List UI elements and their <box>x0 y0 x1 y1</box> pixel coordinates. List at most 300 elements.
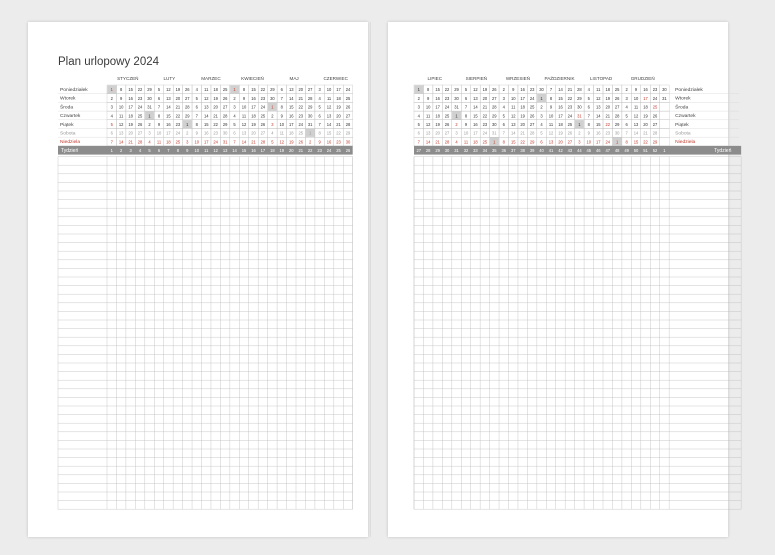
day-number: 15 <box>558 95 563 101</box>
day-number: 18 <box>213 87 218 93</box>
week-number: 16 <box>251 148 256 154</box>
day-number: 25 <box>567 122 573 127</box>
day-number: 10 <box>633 95 639 101</box>
day-number: 21 <box>520 130 525 136</box>
day-number: 14 <box>326 122 332 127</box>
day-number: 22 <box>605 122 611 127</box>
day-number: 24 <box>529 95 535 101</box>
day-number: 26 <box>137 122 143 127</box>
day-number: 12 <box>510 113 516 119</box>
day-number: 4 <box>233 113 236 119</box>
day-number: 3 <box>540 113 543 119</box>
day-number: 3 <box>625 95 628 101</box>
day-number: 10 <box>156 130 162 136</box>
day-number: 20 <box>482 95 488 101</box>
day-number: 25 <box>175 139 181 145</box>
day-number: 16 <box>435 95 440 101</box>
month-label: LISTOPAD <box>589 76 613 81</box>
day-number: 24 <box>137 104 143 110</box>
day-number: 17 <box>203 139 209 145</box>
day-number: 6 <box>280 87 283 93</box>
day-number: 22 <box>482 113 488 119</box>
week-number: 30 <box>444 148 450 154</box>
day-number: 14 <box>203 113 209 119</box>
day-number: 8 <box>427 87 430 93</box>
day-number: 26 <box>345 104 351 110</box>
month-label: GRUDZIEŃ <box>630 76 655 81</box>
week-number: 37 <box>510 148 516 154</box>
day-number: 9 <box>242 95 246 101</box>
day-number: 5 <box>464 87 468 93</box>
day-number: 19 <box>128 122 133 127</box>
day-number: 2 <box>540 104 543 110</box>
day-number: 6 <box>625 122 628 127</box>
day-number: 20 <box>643 122 648 127</box>
day-number: 21 <box>482 104 488 110</box>
day-number: 29 <box>345 130 351 136</box>
week-number: 12 <box>213 148 218 154</box>
weekday-label: Poniedziałek <box>60 88 88 93</box>
day-number: 2 <box>309 139 312 145</box>
day-number: 4 <box>148 139 151 145</box>
day-number: 3 <box>455 130 458 136</box>
week-number: 9 <box>186 148 189 154</box>
day-number: 2 <box>186 130 189 136</box>
week-number: 33 <box>473 148 478 154</box>
week-number: 38 <box>520 148 525 154</box>
day-number: 15 <box>166 113 171 119</box>
day-number: 11 <box>204 87 209 93</box>
day-number: 4 <box>455 139 458 145</box>
day-number: 25 <box>614 87 620 93</box>
right-page <box>388 22 732 537</box>
day-number: 9 <box>157 122 161 127</box>
day-number: 14 <box>595 113 601 119</box>
day-number: 3 <box>186 139 189 145</box>
week-number: 45 <box>586 148 592 154</box>
week-number: 1 <box>663 148 666 154</box>
day-number: 16 <box>520 87 525 93</box>
month-label: LUTY <box>163 76 176 81</box>
day-number: 3 <box>502 95 505 101</box>
week-number: 26 <box>345 148 351 154</box>
day-number: 11 <box>326 95 332 101</box>
day-number: 16 <box>473 122 478 127</box>
day-number: 16 <box>326 139 332 145</box>
book-spine <box>370 22 371 537</box>
week-number: 28 <box>425 148 431 154</box>
day-number: 10 <box>463 130 469 136</box>
day-number: 10 <box>241 104 247 110</box>
day-number: 29 <box>307 104 313 110</box>
day-number: 26 <box>444 122 450 127</box>
weekday-label: Czwartek <box>675 114 696 120</box>
day-number: 19 <box>213 95 218 101</box>
day-number: 22 <box>336 130 341 136</box>
day-number: 13 <box>203 104 209 110</box>
day-number: 18 <box>336 95 341 101</box>
day-number: 23 <box>482 122 488 127</box>
day-number: 27 <box>137 130 143 136</box>
day-number: 28 <box>260 139 266 145</box>
day-number: 11 <box>156 139 162 145</box>
day-number: 9 <box>634 87 638 93</box>
day-number: 1 <box>493 139 496 145</box>
day-number: 10 <box>326 87 332 93</box>
day-number: 13 <box>288 87 294 93</box>
day-number: 7 <box>110 139 113 145</box>
day-number: 2 <box>625 87 628 93</box>
week-number: 3 <box>129 148 132 154</box>
day-number: 13 <box>548 139 554 145</box>
day-number: 10 <box>510 95 516 101</box>
day-number: 12 <box>425 122 431 127</box>
day-number: 6 <box>110 130 113 136</box>
day-number: 1 <box>186 122 189 127</box>
day-number: 17 <box>595 139 601 145</box>
day-number: 3 <box>417 104 420 110</box>
day-number: 25 <box>652 104 658 110</box>
day-number: 19 <box>288 139 294 145</box>
day-number: 13 <box>166 95 171 101</box>
day-number: 23 <box>137 95 143 101</box>
week-number: 25 <box>336 148 341 154</box>
day-number: 28 <box>614 113 620 119</box>
day-number: 7 <box>464 104 468 110</box>
day-number: 25 <box>298 130 304 136</box>
week-number: 15 <box>241 148 247 154</box>
day-number: 30 <box>147 95 152 101</box>
day-number: 28 <box>444 139 450 145</box>
day-number: 13 <box>595 104 601 110</box>
week-number: 4 <box>138 148 142 154</box>
day-number: 16 <box>558 104 563 110</box>
day-number: 14 <box>425 139 431 145</box>
week-number: 50 <box>633 148 639 154</box>
day-number: 16 <box>595 130 601 136</box>
day-number: 2 <box>578 130 581 136</box>
day-cell <box>660 102 669 111</box>
day-number: 13 <box>473 95 478 101</box>
day-number: 4 <box>271 130 274 136</box>
day-number: 13 <box>326 113 332 119</box>
day-number: 3 <box>110 104 113 110</box>
day-number: 4 <box>587 87 590 93</box>
day-number: 14 <box>288 95 294 101</box>
week-number: 42 <box>558 148 563 154</box>
day-number: 9 <box>464 122 468 127</box>
day-number: 19 <box>251 122 256 127</box>
day-number: 4 <box>195 87 198 93</box>
day-number: 13 <box>118 130 124 136</box>
weekday-label: Środa <box>60 105 74 111</box>
day-number: 18 <box>435 113 440 119</box>
day-number: 5 <box>587 95 590 101</box>
day-number: 9 <box>549 104 553 110</box>
day-number: 18 <box>558 122 563 127</box>
day-number: 20 <box>251 130 256 136</box>
day-number: 7 <box>625 130 628 136</box>
day-number: 9 <box>120 95 123 101</box>
day-number: 26 <box>222 95 228 101</box>
day-number: 20 <box>175 95 181 101</box>
day-number: 26 <box>614 95 620 101</box>
page-title: Plan urlopowy 2024 <box>58 56 160 68</box>
right-vacation-grid <box>388 22 732 537</box>
week-number: 40 <box>539 148 544 154</box>
day-number: 12 <box>118 122 124 127</box>
day-number: 27 <box>345 113 351 119</box>
week-number: 35 <box>492 148 497 154</box>
day-number: 16 <box>643 87 648 93</box>
day-number: 26 <box>529 113 535 119</box>
day-number: 21 <box>213 113 218 119</box>
day-number: 31 <box>662 95 667 101</box>
week-number: 43 <box>567 148 573 154</box>
day-number: 19 <box>605 95 611 101</box>
day-number: 8 <box>242 87 246 93</box>
day-number: 24 <box>567 113 573 119</box>
day-number: 19 <box>175 87 181 93</box>
day-number: 28 <box>492 104 497 110</box>
day-number: 6 <box>502 122 505 127</box>
day-number: 23 <box>175 122 181 127</box>
day-number: 25 <box>137 113 143 119</box>
day-number: 19 <box>520 113 525 119</box>
day-number: 21 <box>298 95 304 101</box>
day-number: 2 <box>233 95 236 101</box>
day-number: 7 <box>417 139 420 145</box>
week-number: 17 <box>260 148 266 154</box>
day-number: 1 <box>455 113 458 119</box>
day-number: 18 <box>520 104 525 110</box>
day-number: 13 <box>425 130 431 136</box>
day-number: 23 <box>567 104 573 110</box>
day-number: 7 <box>195 113 198 119</box>
day-number: 11 <box>241 113 247 119</box>
weekday-label: Środa <box>675 105 689 111</box>
day-number: 2 <box>110 95 113 101</box>
day-number: 22 <box>444 87 450 93</box>
day-number: 12 <box>241 122 247 127</box>
day-number: 3 <box>233 104 236 110</box>
day-number: 23 <box>213 130 218 136</box>
day-number: 21 <box>567 87 573 93</box>
day-number: 24 <box>175 130 181 136</box>
week-number: 20 <box>288 148 294 154</box>
day-number: 27 <box>614 104 620 110</box>
day-number: 8 <box>464 113 468 119</box>
day-number: 19 <box>336 104 341 110</box>
day-number: 9 <box>318 139 321 145</box>
month-label: MAJ <box>289 76 299 81</box>
day-number: 2 <box>502 87 505 93</box>
day-number: 25 <box>222 87 228 93</box>
day-number: 31 <box>307 122 313 127</box>
day-number: 21 <box>128 139 133 145</box>
week-number: 47 <box>605 148 611 154</box>
day-number: 15 <box>633 139 639 145</box>
day-number: 3 <box>578 139 581 145</box>
day-number: 27 <box>529 122 535 127</box>
month-label: STYCZEŃ <box>117 76 139 81</box>
day-number: 30 <box>222 130 228 136</box>
day-number: 28 <box>222 113 228 119</box>
day-number: 28 <box>137 139 143 145</box>
day-number: 5 <box>417 122 420 127</box>
day-number: 17 <box>166 130 171 136</box>
week-number: 10 <box>194 148 200 154</box>
day-number: 28 <box>345 122 351 127</box>
day-number: 17 <box>435 104 440 110</box>
day-number: 3 <box>318 87 321 93</box>
weekday-label: Wtorek <box>60 96 76 102</box>
day-number: 24 <box>444 104 450 110</box>
day-number: 9 <box>587 130 590 136</box>
day-number: 27 <box>307 87 313 93</box>
day-number: 4 <box>110 113 113 119</box>
week-number: 24 <box>326 148 332 154</box>
day-number: 11 <box>119 113 124 119</box>
day-number: 7 <box>318 122 321 127</box>
month-label: LIPIEC <box>427 76 443 81</box>
day-number: 14 <box>633 130 639 136</box>
day-number: 20 <box>213 104 218 110</box>
day-number: 29 <box>185 113 190 119</box>
day-number: 22 <box>260 87 266 93</box>
day-number: 11 <box>426 113 431 119</box>
week-number: 27 <box>416 148 422 154</box>
day-number: 3 <box>148 130 151 136</box>
day-number: 16 <box>288 113 294 119</box>
day-number: 24 <box>260 104 266 110</box>
day-number: 30 <box>270 95 275 101</box>
day-number: 10 <box>586 139 592 145</box>
day-number: 21 <box>336 122 341 127</box>
day-number: 1 <box>233 87 236 93</box>
day-number: 20 <box>128 130 133 136</box>
week-number: 46 <box>595 148 601 154</box>
day-number: 15 <box>251 87 256 93</box>
day-number: 15 <box>288 104 294 110</box>
week-number: 8 <box>176 148 180 154</box>
left-vacation-grid <box>28 22 368 537</box>
week-number: 2 <box>120 148 123 154</box>
day-number: 21 <box>175 104 181 110</box>
month-label: PAŹDZIERNIK <box>544 76 575 81</box>
day-number: 23 <box>652 87 658 93</box>
day-number: 6 <box>540 139 543 145</box>
day-number: 27 <box>567 139 573 145</box>
day-number: 30 <box>307 113 313 119</box>
week-number: 48 <box>614 148 620 154</box>
day-number: 12 <box>203 95 209 101</box>
day-number: 18 <box>605 87 611 93</box>
week-number: 6 <box>157 148 161 154</box>
week-number: 19 <box>279 148 285 154</box>
day-number: 9 <box>195 130 198 136</box>
week-number: 29 <box>435 148 440 154</box>
day-number: 22 <box>643 139 648 145</box>
day-number: 26 <box>185 87 190 93</box>
day-number: 24 <box>345 87 351 93</box>
day-number: 4 <box>502 104 505 110</box>
weekday-label: Czwartek <box>60 114 81 120</box>
day-number: 7 <box>549 87 553 93</box>
day-number: 31 <box>577 113 582 119</box>
day-number: 30 <box>345 139 351 145</box>
day-number: 5 <box>271 139 274 145</box>
day-number: 28 <box>185 104 190 110</box>
day-number: 15 <box>473 113 478 119</box>
day-number: 4 <box>540 122 543 127</box>
day-number: 8 <box>120 87 123 93</box>
day-number: 24 <box>652 95 658 101</box>
day-number: 18 <box>643 104 648 110</box>
day-cell <box>660 120 669 129</box>
weekday-label: Sobota <box>675 131 691 137</box>
day-number: 1 <box>616 139 619 145</box>
day-number: 12 <box>548 130 554 136</box>
day-number: 17 <box>473 130 478 136</box>
week-number: 1 <box>110 148 113 154</box>
day-number: 6 <box>233 130 236 136</box>
day-number: 25 <box>260 113 266 119</box>
day-number: 1 <box>148 113 151 119</box>
day-number: 14 <box>166 104 171 110</box>
week-number: 52 <box>652 148 658 154</box>
day-number: 11 <box>548 122 554 127</box>
day-number: 19 <box>435 122 440 127</box>
day-number: 12 <box>633 113 639 119</box>
day-number: 8 <box>625 139 628 145</box>
weekday-label: Wtorek <box>675 96 691 102</box>
day-number: 6 <box>195 104 198 110</box>
day-number: 22 <box>567 95 573 101</box>
day-number: 28 <box>652 130 658 136</box>
day-number: 15 <box>128 87 133 93</box>
day-number: 26 <box>260 122 266 127</box>
day-number: 17 <box>520 95 525 101</box>
day-number: 29 <box>147 87 152 93</box>
day-number: 7 <box>280 95 283 101</box>
day-number: 11 <box>511 104 516 110</box>
day-number: 30 <box>662 87 667 93</box>
week-number: 21 <box>298 148 304 154</box>
day-number: 24 <box>605 139 611 145</box>
day-number: 20 <box>435 130 440 136</box>
day-number: 14 <box>473 104 478 110</box>
day-number: 20 <box>605 104 611 110</box>
day-number: 16 <box>128 95 133 101</box>
day-number: 16 <box>203 130 209 136</box>
week-number: 5 <box>148 148 151 154</box>
day-number: 10 <box>279 122 285 127</box>
day-number: 10 <box>194 139 200 145</box>
day-number: 21 <box>605 113 611 119</box>
day-number: 10 <box>548 113 554 119</box>
week-number: 44 <box>577 148 582 154</box>
day-number: 18 <box>128 113 133 119</box>
day-number: 19 <box>482 87 488 93</box>
day-number: 23 <box>444 95 450 101</box>
day-number: 22 <box>175 113 181 119</box>
weekday-label: Sobota <box>60 131 76 137</box>
day-number: 12 <box>279 139 285 145</box>
month-label: SIERPIEŃ <box>465 76 488 81</box>
day-number: 9 <box>280 113 283 119</box>
day-number: 2 <box>271 113 274 119</box>
